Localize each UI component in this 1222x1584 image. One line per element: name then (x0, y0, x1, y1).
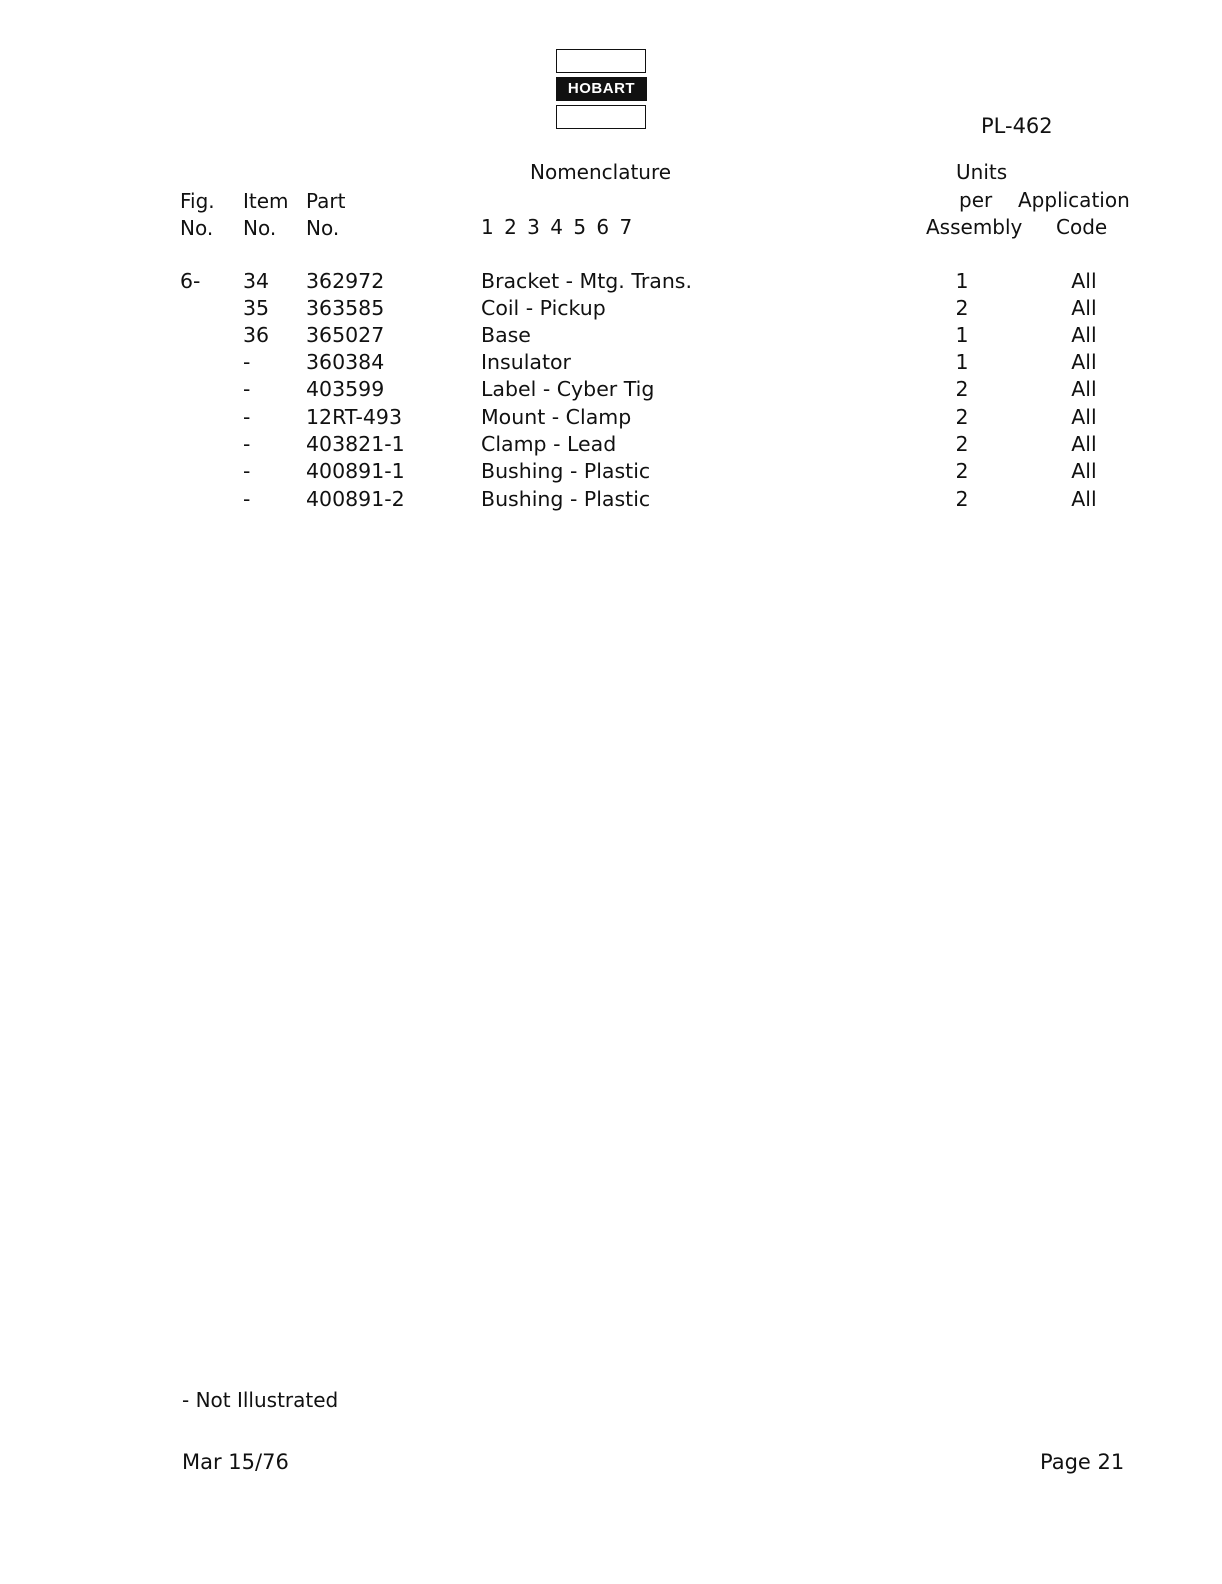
cell-code: All (1071, 350, 1097, 374)
table-row (0, 377, 1222, 404)
cell-units: 2 (955, 487, 969, 511)
cell-nomenclature: Insulator (481, 350, 571, 374)
cell-code: All (1071, 487, 1097, 511)
header-fig-line1: Fig. (180, 189, 215, 213)
cell-units: 1 (955, 269, 969, 293)
cell-nomenclature: Mount - Clamp (481, 405, 632, 429)
table-row (0, 350, 1222, 377)
cell-part: 403599 (306, 377, 385, 401)
cell-item: 35 (243, 296, 270, 320)
hobart-logo (556, 49, 646, 131)
header-item-line1: Item (243, 189, 289, 213)
cell-units: 2 (955, 459, 969, 483)
header-nomenclature-levels: 1 2 3 4 5 6 7 (481, 215, 635, 239)
table-row (0, 269, 1222, 296)
cell-part: 365027 (306, 323, 385, 347)
header-part-line1: Part (306, 189, 346, 213)
cell-part: 360384 (306, 350, 385, 374)
cell-units: 2 (955, 432, 969, 456)
cell-code: All (1071, 296, 1097, 320)
logo-brand-text: HOBART (556, 77, 647, 101)
cell-nomenclature: Clamp - Lead (481, 432, 617, 456)
cell-code: All (1071, 405, 1097, 429)
table-row (0, 487, 1222, 514)
cell-item: 36 (243, 323, 270, 347)
cell-units: 2 (955, 296, 969, 320)
revision-date: Mar 15/76 (182, 1450, 289, 1474)
header-code-line2: Code (1056, 215, 1108, 239)
header-units-line2: per (959, 188, 993, 212)
cell-part: 362972 (306, 269, 385, 293)
logo-bottom-box (556, 105, 646, 129)
header-units-line3: Assembly (926, 215, 1023, 239)
header-units-line1: Units (956, 160, 1008, 184)
header-item-line2: No. (243, 216, 277, 240)
footnote-not-illustrated: - Not Illustrated (182, 1388, 339, 1412)
cell-units: 2 (955, 377, 969, 401)
header-part-line2: No. (306, 216, 340, 240)
cell-nomenclature: Base (481, 323, 531, 347)
header-nomenclature: Nomenclature (530, 160, 672, 184)
cell-part: 403821-1 (306, 432, 405, 456)
cell-code: All (1071, 269, 1097, 293)
table-row (0, 296, 1222, 323)
cell-code: All (1071, 377, 1097, 401)
cell-fig: 6- (180, 269, 201, 293)
cell-item: 34 (243, 269, 270, 293)
cell-nomenclature: Label - Cyber Tig (481, 377, 655, 401)
cell-nomenclature: Bushing - Plastic (481, 459, 651, 483)
cell-part: 400891-1 (306, 459, 405, 483)
header-fig-line2: No. (180, 216, 214, 240)
cell-part: 12RT-493 (306, 405, 403, 429)
cell-item: - (243, 432, 251, 456)
cell-units: 2 (955, 405, 969, 429)
cell-part: 400891-2 (306, 487, 405, 511)
cell-code: All (1071, 432, 1097, 456)
cell-item: - (243, 459, 251, 483)
cell-units: 1 (955, 350, 969, 374)
table-row (0, 459, 1222, 486)
cell-code: All (1071, 323, 1097, 347)
cell-code: All (1071, 459, 1097, 483)
table-row (0, 405, 1222, 432)
page-number: Page 21 (1040, 1450, 1125, 1474)
logo-top-box (556, 49, 646, 73)
cell-part: 363585 (306, 296, 385, 320)
cell-item: - (243, 487, 251, 511)
table-row (0, 323, 1222, 350)
cell-item: - (243, 405, 251, 429)
cell-nomenclature: Bracket - Mtg. Trans. (481, 269, 693, 293)
cell-units: 1 (955, 323, 969, 347)
cell-nomenclature: Bushing - Plastic (481, 487, 651, 511)
table-row (0, 432, 1222, 459)
document-number: PL-462 (981, 114, 1053, 138)
header-code-line1: Application (1018, 188, 1130, 212)
cell-item: - (243, 377, 251, 401)
cell-nomenclature: Coil - Pickup (481, 296, 606, 320)
cell-item: - (243, 350, 251, 374)
